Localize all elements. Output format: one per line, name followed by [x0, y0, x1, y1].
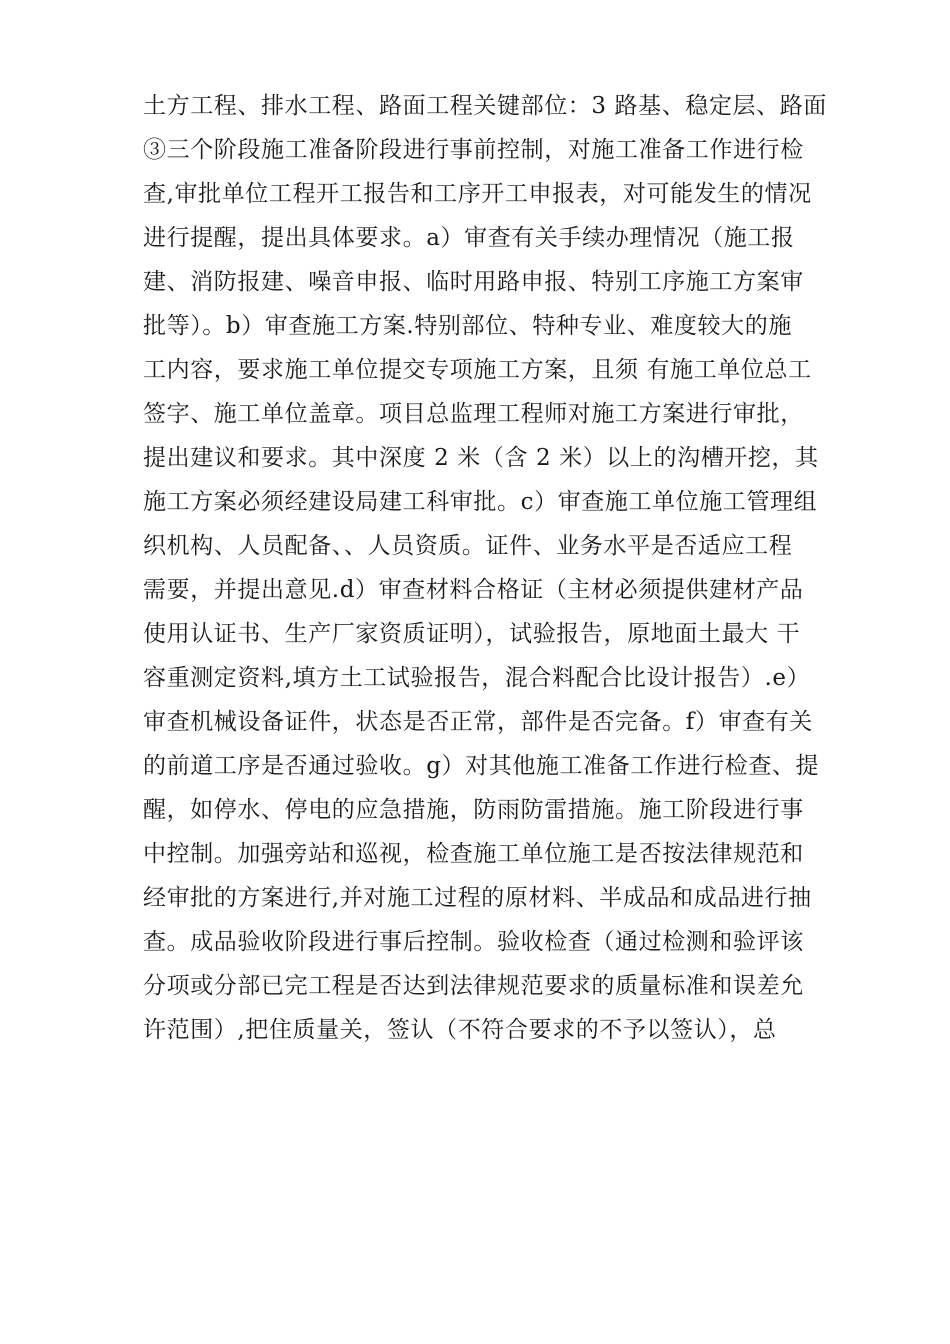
text-line: 工内容，要求施工单位提交专项施工方案，且须 有施工单位总工 — [143, 357, 812, 383]
text-line: 批等）。b）审查施工方案.特别部位、特种专业、难度较大的施 — [143, 313, 792, 339]
text-line: 提出建议和要求。其中深度 2 米（含 2 米）以上的沟槽开挖，其 — [143, 445, 819, 471]
text-line: 织机构、人员配备、、人员资质。证件、业务水平是否适应工程 — [143, 533, 793, 559]
text-line: 建、消防报建、噪音申报、临时用路申报、特别工序施工方案审 — [143, 269, 804, 295]
text-line: 进行提醒，提出具体要求。a）审查有关手续办理情况（施工报 — [143, 225, 795, 251]
text-line: 许范围）,把住质量关，签认（不符合要求的不予以签认），总 — [143, 1017, 777, 1043]
text-line: 查,审批单位工程开工报告和工序开工申报表，对可能发生的情况 — [143, 181, 812, 207]
text-line: 审查机械设备证件，状态是否正常，部件是否完备。f）审查有关 — [143, 709, 813, 735]
text-line: 需要，并提出意见.d）审查材料合格证（主材必须提供建材产品 — [143, 577, 804, 603]
text-line: 施工方案必须经建设局建工科审批。c）审查施工单位施工管理组 — [143, 489, 818, 515]
text-line: 土方工程、排水工程、路面工程关键部位：3 路基、稳定层、路面 — [143, 93, 827, 119]
text-line: 使用认证书、生产厂家资质证明），试验报告，原地面土最大 干 — [143, 621, 801, 647]
text-line: 中控制。加强旁站和巡视，检查施工单位施工是否按法律规范和 — [143, 841, 804, 867]
text-line: 分项或分部已完工程是否达到法律规范要求的质量标准和误差允 — [143, 973, 804, 999]
text-line: 容重测定资料,填方土工试验报告，混合料配合比设计报告）.e） — [143, 665, 811, 691]
text-line: ③三个阶段施工准备阶段进行事前控制，对施工准备工作进行检 — [143, 137, 804, 163]
text-line: 签字、施工单位盖章。项目总监理工程师对施工方案进行审批， — [143, 401, 804, 427]
text-line: 醒，如停水、停电的应急措施，防雨防雷措施。施工阶段进行事 — [143, 797, 804, 823]
body-text — [143, 84, 863, 1052]
text-line: 经审批的方案进行,并对施工过程的原材料、半成品和成品进行抽 — [143, 885, 812, 911]
text-line: 查。成品验收阶段进行事后控制。验收检查（通过检测和验评该 — [143, 929, 804, 955]
text-line: 的前道工序是否通过验收。g）对其他施工准备工作进行检查、提 — [143, 753, 820, 779]
